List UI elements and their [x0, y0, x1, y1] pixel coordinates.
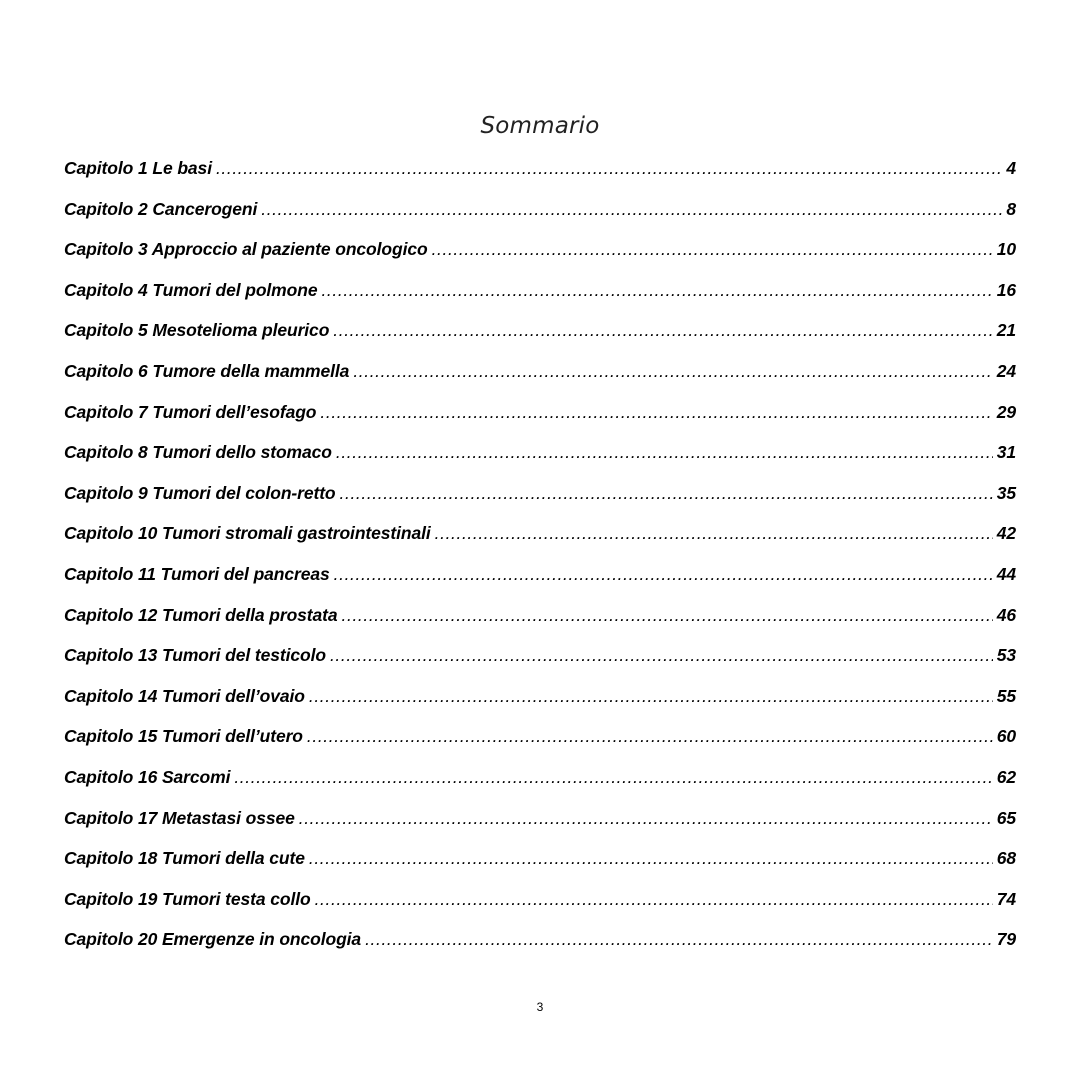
toc-dot-leader: [334, 556, 993, 592]
toc-entry[interactable]: [64, 150, 1016, 191]
toc-entry-page: 79: [996, 929, 1016, 950]
toc-dot-leader: [432, 231, 993, 267]
toc-dot-leader: [336, 434, 993, 470]
toc-dot-leader: [365, 921, 993, 957]
toc-dot-leader: [309, 678, 993, 714]
toc-entry[interactable]: [64, 800, 1016, 841]
toc-entry-page: 46: [996, 604, 1016, 625]
toc-entry-page: 16: [996, 279, 1016, 300]
toc-dot-leader: [320, 394, 992, 430]
toc-entry[interactable]: [64, 515, 1016, 556]
toc-entry-title: Capitolo 4 Tumori del polmone: [64, 279, 318, 300]
toc-dot-leader: [299, 800, 993, 836]
toc-entry[interactable]: [64, 434, 1016, 475]
toc-entry-title: Capitolo 14 Tumori dell’ovaio: [64, 685, 305, 706]
toc-entry[interactable]: [64, 353, 1016, 394]
toc-entry-page: 4: [1006, 158, 1016, 178]
toc-entry-title: Capitolo 15 Tumori dell’utero: [64, 726, 303, 747]
page-title: Sommario: [480, 113, 600, 139]
toc-dot-leader: [261, 191, 1002, 227]
toc-entry-page: 60: [996, 726, 1016, 747]
toc-dot-leader: [309, 840, 993, 876]
toc-entry-title: Capitolo 10 Tumori stromali gastrointestinali: [64, 523, 431, 544]
toc-entry-title: Capitolo 1 Le basi: [64, 158, 212, 178]
toc-dot-leader: [216, 150, 1002, 186]
toc-entry[interactable]: [64, 475, 1016, 516]
toc-dot-leader: [307, 718, 993, 754]
toc-dot-leader: [340, 475, 993, 511]
toc-dot-leader: [234, 759, 992, 795]
toc-entry[interactable]: [64, 556, 1016, 597]
toc-entry-title: Capitolo 17 Metastasi ossee: [64, 807, 295, 828]
toc-entry-page: 29: [996, 401, 1016, 422]
toc-entry[interactable]: [64, 759, 1016, 800]
toc-dot-leader: [342, 597, 993, 633]
toc-entry-page: 55: [996, 685, 1016, 706]
toc-entry[interactable]: [64, 191, 1016, 232]
toc-entry-title: Capitolo 12 Tumori della prostata: [64, 604, 338, 625]
toc-entry-page: 68: [996, 848, 1016, 869]
toc-entry[interactable]: [64, 921, 1016, 962]
toc-entry[interactable]: [64, 840, 1016, 881]
toc-entry-page: 24: [996, 360, 1016, 381]
toc-entry-page: 42: [996, 523, 1016, 544]
toc-entry-title: Capitolo 11 Tumori del pancreas: [64, 563, 330, 584]
toc-entry[interactable]: [64, 231, 1016, 272]
toc-dot-leader: [315, 881, 993, 917]
toc-dot-leader: [330, 637, 993, 673]
toc-entry-title: Capitolo 2 Cancerogeni: [64, 198, 258, 219]
toc-entry-page: 74: [996, 888, 1016, 909]
toc-entry-page: 53: [996, 645, 1016, 666]
page-number: 3: [536, 1000, 544, 1014]
table-of-contents: [64, 150, 1016, 962]
toc-dot-leader: [353, 353, 992, 389]
toc-entry-page: 35: [996, 482, 1016, 503]
toc-entry[interactable]: [64, 597, 1016, 638]
toc-entry-page: 8: [1006, 198, 1016, 219]
toc-entry-title: Capitolo 13 Tumori del testicolo: [64, 645, 326, 666]
toc-entry-title: Capitolo 20 Emergenze in oncologia: [64, 929, 362, 950]
toc-entry-page: 44: [996, 563, 1016, 584]
toc-entry[interactable]: [64, 881, 1016, 922]
toc-entry[interactable]: [64, 678, 1016, 719]
toc-entry-title: Capitolo 8 Tumori dello stomaco: [64, 442, 332, 463]
toc-entry[interactable]: [64, 637, 1016, 678]
toc-entry-title: Capitolo 19 Tumori testa collo: [64, 888, 311, 909]
toc-dot-leader: [333, 312, 992, 348]
toc-entry[interactable]: [64, 312, 1016, 353]
toc-entry[interactable]: [64, 718, 1016, 759]
toc-entry-page: 10: [996, 239, 1016, 260]
toc-entry-title: Capitolo 7 Tumori dell’esofago: [64, 401, 317, 422]
toc-entry[interactable]: [64, 394, 1016, 435]
toc-dot-leader: [321, 272, 992, 308]
toc-entry-page: 31: [996, 442, 1016, 463]
toc-entry-title: Capitolo 9 Tumori del colon-retto: [64, 482, 336, 503]
toc-entry-title: Capitolo 16 Sarcomi: [64, 766, 231, 787]
toc-entry-page: 62: [996, 766, 1016, 787]
toc-entry-title: Capitolo 3 Approccio al paziente oncologico: [64, 239, 428, 260]
toc-entry[interactable]: [64, 272, 1016, 313]
toc-entry-page: 65: [996, 807, 1016, 828]
toc-entry-title: Capitolo 18 Tumori della cute: [64, 848, 305, 869]
toc-dot-leader: [435, 515, 993, 551]
toc-entry-title: Capitolo 6 Tumore della mammella: [64, 360, 350, 381]
toc-entry-title: Capitolo 5 Mesotelioma pleurico: [64, 320, 330, 341]
toc-entry-page: 21: [996, 320, 1016, 341]
